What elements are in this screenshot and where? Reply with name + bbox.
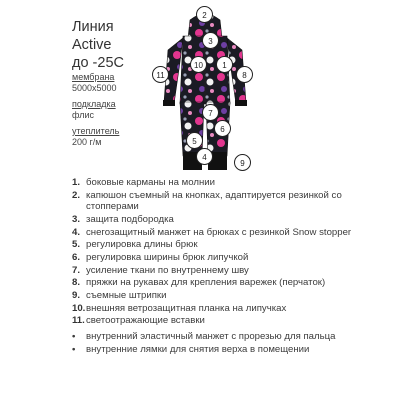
spec-value: 200 г/м bbox=[72, 137, 102, 147]
feature-number: 5. bbox=[72, 239, 81, 251]
feature-number: 1. bbox=[72, 177, 81, 188]
feature-number: 3. bbox=[72, 213, 81, 225]
feature-number: 4. bbox=[72, 226, 81, 238]
feature-item bbox=[72, 177, 392, 189]
bullet-icon: • bbox=[72, 344, 76, 356]
callout-2: 2 bbox=[196, 6, 213, 23]
callout-1: 1 bbox=[216, 56, 233, 73]
extra-text: внутренние лямки для снятия верха в помещении bbox=[86, 344, 310, 356]
feature-number: 7. bbox=[72, 264, 81, 276]
feature-text: снегозащитный манжет на брюках с резинкой Snow stopper bbox=[86, 226, 352, 238]
extra-text: внутренний эластичный манжет с прорезью для пальца bbox=[86, 330, 336, 342]
spec-value: 5000х5000 bbox=[72, 83, 117, 93]
feature-item bbox=[72, 290, 392, 302]
feature-item bbox=[72, 239, 392, 251]
spec-lining bbox=[72, 99, 132, 121]
feature-text: боковые карманы на молнии bbox=[86, 177, 215, 188]
feature-number: 10. bbox=[72, 302, 86, 314]
feature-text: защита подбородка bbox=[86, 213, 174, 225]
feature-text: съемные штрипки bbox=[86, 290, 167, 301]
feature-number: 8. bbox=[72, 277, 81, 289]
feature-text: пряжки на рукавах для крепления варежек (перчаток) bbox=[86, 277, 326, 289]
feature-item bbox=[72, 190, 392, 213]
feature-number: 11. bbox=[72, 315, 85, 327]
spec-label: подкладка bbox=[72, 99, 116, 109]
feature-item bbox=[72, 277, 392, 289]
spec-label: мембрана bbox=[72, 72, 115, 82]
callout-11: 11 bbox=[152, 66, 169, 83]
callout-3: 3 bbox=[202, 32, 219, 49]
feature-text: светоотражающие вставки bbox=[86, 315, 205, 327]
feature-item bbox=[72, 214, 392, 226]
title-line: до -25С bbox=[72, 55, 124, 71]
feature-text: капюшон съемный на кнопках, адаптируется резинкой со стопперами bbox=[86, 189, 342, 213]
feature-item bbox=[72, 303, 392, 315]
feature-number: 9. bbox=[72, 290, 81, 301]
bullet-icon: • bbox=[72, 330, 76, 342]
title-line: Линия bbox=[72, 19, 114, 35]
feature-number: 2. bbox=[72, 189, 81, 201]
feature-list bbox=[72, 177, 392, 358]
callout-10: 10 bbox=[190, 56, 207, 73]
callout-8: 8 bbox=[236, 66, 253, 83]
spec-insulation bbox=[72, 126, 132, 148]
product-title bbox=[72, 18, 124, 72]
callout-5: 5 bbox=[186, 132, 203, 149]
feature-item bbox=[72, 265, 392, 277]
spec-value: флис bbox=[72, 110, 94, 120]
feature-text: регулировка ширины брюк липучкой bbox=[86, 251, 249, 263]
product-figure bbox=[150, 6, 260, 176]
extras-list bbox=[72, 331, 392, 356]
feature-text: регулировка длины брюк bbox=[86, 239, 198, 251]
feature-item bbox=[72, 252, 392, 264]
spec-list bbox=[72, 72, 132, 153]
callout-9: 9 bbox=[234, 154, 251, 171]
spec-membrane bbox=[72, 72, 132, 94]
feature-text: внешняя ветрозащитная планка на липучках bbox=[86, 302, 287, 314]
feature-item bbox=[72, 315, 392, 327]
callout-6: 6 bbox=[214, 120, 231, 137]
title-line: Active bbox=[72, 37, 112, 53]
extra-item bbox=[72, 331, 392, 343]
feature-number: 6. bbox=[72, 251, 81, 263]
callout-4: 4 bbox=[196, 148, 213, 165]
feature-item bbox=[72, 227, 392, 239]
feature-text: усиление ткани по внутреннему шву bbox=[86, 264, 249, 276]
spec-label: утеплитель bbox=[72, 126, 120, 136]
extra-item bbox=[72, 344, 392, 356]
callout-7: 7 bbox=[202, 104, 219, 121]
